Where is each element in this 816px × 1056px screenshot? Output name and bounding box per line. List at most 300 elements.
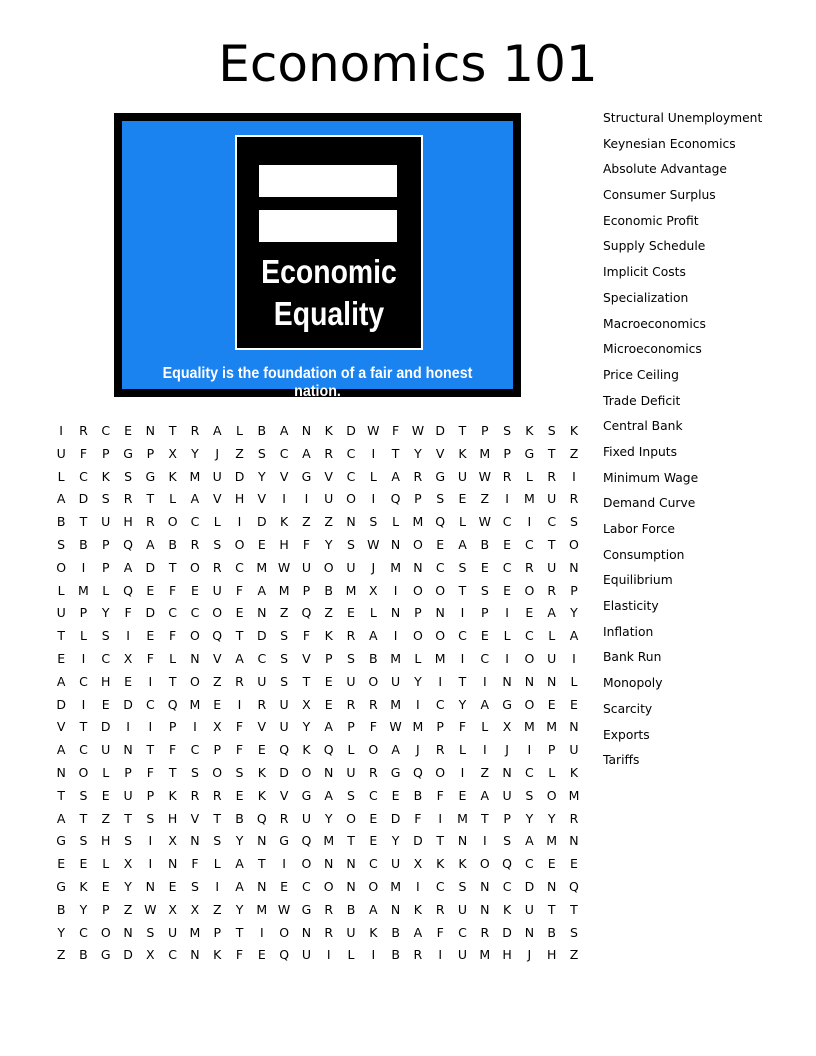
grid-letter: F: [191, 856, 199, 872]
grid-letter: L: [79, 628, 87, 644]
grid-letter: S: [503, 423, 512, 438]
grid-letter: C: [368, 787, 378, 803]
grid-letter: M: [546, 719, 558, 735]
word-list-item: Consumer Surplus: [603, 188, 716, 203]
grid-letter: D: [145, 605, 156, 621]
grid-letter: N: [167, 856, 178, 872]
grid-letter: H: [502, 947, 512, 963]
grid-letter: P: [347, 719, 355, 735]
grid-letter: I: [505, 605, 509, 621]
grid-letter: O: [323, 559, 334, 575]
grid-letter: P: [146, 787, 155, 803]
grid-letter: B: [324, 582, 333, 598]
grid-letter: E: [503, 536, 512, 552]
grid-letter: Q: [256, 810, 267, 826]
grid-letter: K: [302, 742, 311, 758]
grid-letter: E: [213, 696, 222, 712]
grid-letter: C: [279, 445, 289, 461]
grid-letter: T: [391, 445, 400, 461]
grid-letter: L: [481, 719, 489, 735]
grid-letter: V: [435, 445, 445, 461]
grid-letter: D: [413, 833, 423, 849]
grid-letter: S: [525, 787, 534, 803]
grid-letter: N: [502, 764, 512, 780]
grid-letter: F: [302, 628, 311, 644]
grid-letter: I: [282, 491, 286, 507]
grid-letter: C: [502, 878, 512, 894]
grid-letter: E: [480, 559, 489, 575]
grid-letter: N: [190, 947, 200, 963]
grid-letter: A: [190, 491, 200, 507]
grid-letter: N: [190, 833, 200, 849]
grid-letter: U: [391, 673, 401, 689]
grid-letter: I: [237, 696, 242, 712]
grid-letter: T: [79, 719, 88, 735]
grid-letter: O: [412, 536, 423, 552]
grid-letter: P: [213, 742, 221, 758]
grid-letter: E: [324, 673, 333, 689]
grid-letter: H: [234, 491, 245, 507]
grid-letter: L: [347, 742, 355, 758]
grid-letter: O: [479, 856, 490, 872]
grid-letter: U: [457, 947, 468, 963]
grid-letter: O: [435, 628, 446, 644]
grid-letter: S: [57, 536, 66, 552]
grid-letter: I: [148, 673, 153, 689]
grid-letter: N: [190, 650, 200, 666]
grid-letter: I: [81, 559, 86, 575]
grid-letter: N: [145, 878, 156, 894]
grid-letter: C: [525, 856, 534, 872]
grid-letter: D: [78, 491, 89, 507]
sign-line-2: Equality: [273, 295, 385, 332]
grid-letter: F: [302, 536, 311, 552]
grid-letter: Q: [301, 605, 312, 621]
grid-letter: M: [523, 719, 535, 735]
grid-letter: F: [436, 787, 444, 803]
grid-letter: O: [569, 536, 579, 552]
grid-letter: L: [102, 582, 110, 598]
page-title: Economics 101: [218, 35, 598, 93]
word-list-item: Tariffs: [603, 753, 640, 768]
grid-letter: E: [280, 878, 289, 894]
grid-letter: J: [416, 742, 420, 758]
grid-letter: Y: [191, 445, 199, 461]
word-list-item: Specialization: [603, 290, 689, 305]
grid-letter: K: [436, 856, 445, 872]
grid-letter: K: [101, 468, 110, 484]
grid-letter: E: [146, 628, 155, 644]
grid-letter: U: [346, 673, 356, 689]
word-list-item: Microeconomics: [603, 342, 702, 357]
grid-letter: N: [569, 833, 579, 849]
grid-letter: C: [525, 536, 534, 552]
grid-letter: E: [369, 810, 378, 826]
grid-letter: K: [569, 423, 579, 438]
grid-row: [50, 536, 585, 559]
grid-letter: Z: [123, 901, 133, 917]
word-list-item: Demand Curve: [603, 496, 696, 511]
grid-letter: M: [434, 650, 446, 666]
grid-letter: G: [123, 445, 133, 461]
word-list-item: Structural Unemployment: [603, 111, 763, 125]
grid-letter: F: [235, 719, 244, 735]
grid-letter: T: [124, 810, 132, 826]
grid-letter: N: [547, 878, 557, 894]
grid-letter: K: [280, 514, 289, 530]
equal-sign-top-bar: [259, 165, 397, 197]
grid-letter: C: [257, 650, 267, 666]
grid-letter: O: [368, 878, 379, 894]
grid-letter: S: [436, 491, 445, 507]
grid-letter: S: [257, 445, 266, 461]
grid-letter: N: [346, 878, 356, 894]
grid-letter: T: [168, 673, 177, 689]
grid-letter: R: [435, 742, 445, 758]
grid-letter: L: [525, 468, 533, 484]
grid-letter: I: [237, 514, 242, 530]
grid-letter: D: [56, 696, 66, 712]
grid-letter: E: [369, 833, 378, 849]
grid-letter: N: [390, 605, 401, 621]
grid-letter: H: [546, 947, 557, 963]
grid-letter: B: [235, 810, 244, 826]
grid-letter: B: [346, 901, 356, 917]
word-list-item: Fixed Inputs: [603, 444, 678, 459]
grid-letter: P: [101, 445, 110, 461]
grid-letter: C: [101, 650, 111, 666]
grid-letter: U: [212, 582, 222, 598]
grid-letter: J: [371, 559, 376, 575]
grid-letter: F: [124, 605, 132, 621]
grid-letter: L: [347, 947, 355, 963]
grid-letter: G: [435, 468, 446, 484]
grid-letter: S: [190, 878, 199, 894]
grid-letter: S: [124, 468, 132, 484]
grid-letter: N: [457, 833, 468, 849]
grid-letter: T: [57, 787, 65, 803]
grid-letter: E: [525, 605, 534, 621]
grid-letter: V: [324, 468, 333, 484]
grid-letter: C: [346, 445, 356, 461]
grid-letter: Y: [324, 536, 333, 552]
grid-letter: K: [213, 947, 222, 963]
word-list-item: Price Ceiling: [603, 367, 679, 382]
equal-sign-bottom-bar: [259, 210, 397, 242]
grid-letter: R: [279, 810, 289, 826]
grid-letter: D: [123, 696, 133, 712]
grid-letter: W: [389, 719, 402, 735]
grid-letter: N: [56, 764, 66, 780]
grid-row: [50, 855, 585, 878]
grid-letter: Q: [123, 582, 133, 598]
grid-letter: A: [56, 491, 66, 507]
grid-letter: X: [502, 719, 512, 735]
grid-letter: B: [369, 650, 378, 666]
grid-letter: U: [391, 856, 401, 872]
grid-letter: U: [346, 559, 356, 575]
grid-letter: T: [347, 833, 355, 849]
grid-letter: B: [547, 924, 556, 940]
grid-letter: G: [56, 833, 66, 849]
grid-letter: Y: [525, 810, 534, 826]
equality-sign: [235, 135, 423, 350]
grid-letter: K: [569, 764, 579, 780]
grid-letter: M: [189, 696, 201, 712]
grid-letter: O: [167, 514, 178, 530]
grid-letter: P: [503, 445, 511, 461]
grid-letter: B: [56, 901, 66, 917]
grid-letter: X: [369, 582, 378, 598]
grid-letter: L: [503, 628, 511, 644]
grid-letter: Y: [391, 833, 400, 849]
grid-letter: I: [304, 491, 309, 507]
grid-letter: X: [168, 833, 177, 849]
grid-letter: R: [324, 445, 334, 461]
grid-letter: P: [414, 605, 422, 621]
grid-letter: P: [124, 764, 132, 780]
grid-letter: L: [57, 468, 65, 484]
grid-letter: S: [280, 673, 289, 689]
grid-letter: N: [123, 924, 133, 940]
grid-letter: T: [436, 833, 445, 849]
grid-letter: N: [123, 742, 133, 758]
grid-letter: G: [279, 833, 289, 849]
grid-letter: B: [391, 924, 400, 940]
grid-letter: L: [459, 514, 466, 530]
grid-letter: O: [546, 787, 557, 803]
grid-letter: C: [435, 696, 445, 712]
grid-letter: N: [547, 673, 557, 689]
grid-letter: C: [79, 924, 88, 940]
grid-row: [50, 901, 585, 924]
grid-letter: Z: [235, 445, 244, 461]
grid-letter: P: [570, 582, 578, 598]
word-list-item: Inflation: [603, 624, 654, 639]
grid-letter: Z: [480, 491, 490, 507]
grid-letter: S: [570, 924, 578, 940]
grid-letter: A: [324, 719, 333, 735]
grid-letter: F: [235, 947, 244, 963]
grid-letter: C: [190, 605, 200, 621]
word-list-item: Equilibrium: [603, 573, 673, 588]
grid-letter: O: [368, 742, 379, 758]
grid-letter: Z: [101, 810, 111, 826]
grid-letter: S: [458, 559, 467, 575]
grid-letter: H: [101, 833, 111, 849]
grid-letter: D: [502, 924, 512, 940]
grid-letter: R: [190, 536, 200, 552]
economic-equality-image: [114, 113, 521, 400]
grid-letter: X: [123, 856, 133, 872]
grid-letter: I: [416, 878, 420, 894]
grid-letter: R: [368, 764, 378, 780]
grid-letter: N: [301, 423, 312, 438]
grid-letter: X: [146, 947, 155, 963]
grid-letter: Z: [569, 445, 579, 461]
grid-letter: I: [505, 491, 509, 507]
grid-letter: I: [438, 673, 443, 689]
grid-letter: R: [324, 901, 334, 917]
grid-letter: M: [323, 833, 335, 849]
grid-letter: J: [505, 742, 509, 758]
grid-letter: H: [101, 673, 111, 689]
grid-letter: N: [435, 605, 445, 621]
grid-letter: V: [257, 719, 267, 735]
grid-letter: A: [480, 787, 490, 803]
grid-letter: C: [502, 514, 512, 530]
grid-row: [50, 787, 585, 810]
grid-letter: E: [257, 742, 266, 758]
grid-letter: Z: [480, 764, 490, 780]
grid-letter: L: [548, 628, 556, 644]
grid-letter: Z: [56, 947, 66, 963]
grid-letter: S: [101, 628, 110, 644]
grid-letter: M: [412, 719, 424, 735]
grid-letter: O: [323, 878, 334, 894]
grid-letter: R: [525, 559, 534, 575]
grid-letter: I: [126, 719, 130, 735]
grid-letter: I: [482, 673, 487, 689]
grid-letter: D: [234, 468, 245, 484]
grid-letter: T: [213, 810, 222, 826]
grid-letter: Q: [279, 742, 290, 758]
grid-letter: U: [56, 605, 66, 621]
grid-letter: C: [79, 742, 88, 758]
grid-letter: C: [235, 559, 244, 575]
grid-letter: D: [123, 947, 133, 963]
grid-letter: E: [257, 536, 266, 552]
grid-letter: R: [123, 491, 133, 507]
grid-letter: I: [482, 833, 487, 849]
grid-letter: E: [101, 696, 110, 712]
grid-letter: M: [189, 924, 201, 940]
grid-letter: U: [457, 901, 468, 917]
grid-letter: G: [390, 764, 401, 780]
grid-letter: O: [212, 764, 223, 780]
grid-letter: M: [568, 787, 580, 803]
grid-letter: S: [213, 833, 222, 849]
grid-letter: K: [413, 901, 422, 917]
grid-letter: M: [457, 810, 468, 826]
grid-letter: Z: [302, 514, 311, 530]
poster-background: [122, 121, 513, 400]
grid-letter: C: [525, 628, 534, 644]
grid-letter: I: [438, 810, 443, 826]
grid-letter: C: [525, 764, 534, 780]
grid-letter: P: [547, 742, 556, 758]
grid-letter: A: [279, 423, 289, 438]
grid-row: [50, 673, 585, 696]
grid-letter: G: [301, 787, 312, 803]
grid-letter: B: [168, 536, 177, 552]
grid-letter: R: [190, 423, 200, 438]
grid-letter: D: [257, 514, 267, 530]
grid-letter: B: [480, 536, 490, 552]
grid-letter: F: [414, 810, 422, 826]
grid-letter: O: [524, 650, 535, 666]
grid-letter: P: [101, 559, 110, 575]
grid-letter: R: [569, 491, 579, 507]
grid-letter: N: [524, 924, 535, 940]
grid-letter: T: [235, 924, 244, 940]
grid-letter: E: [347, 605, 355, 621]
grid-letter: A: [302, 445, 311, 461]
grid-letter: S: [280, 628, 289, 644]
grid-letter: E: [57, 650, 66, 666]
word-list-item: Implicit Costs: [603, 265, 686, 280]
grid-letter: I: [572, 468, 576, 484]
grid-letter: E: [391, 787, 400, 803]
grid-letter: S: [124, 833, 132, 849]
grid-letter: U: [279, 719, 289, 735]
grid-row: [50, 878, 585, 901]
grid-letter: O: [524, 582, 535, 598]
grid-letter: L: [169, 650, 177, 666]
word-list-item: Monopoly: [603, 676, 663, 691]
grid-letter: Y: [57, 924, 65, 940]
grid-letter: Q: [412, 764, 423, 780]
grid-letter: Q: [167, 696, 178, 712]
grid-letter: C: [346, 468, 356, 484]
grid-letter: F: [235, 742, 244, 758]
word-list-item: Absolute Advantage: [603, 162, 727, 177]
grid-letter: V: [257, 491, 267, 507]
grid-letter: A: [235, 878, 244, 894]
grid-letter: T: [547, 445, 556, 461]
grid-letter: O: [301, 764, 312, 780]
grid-letter: S: [503, 833, 512, 849]
grid-letter: E: [324, 696, 333, 712]
grid-row: [50, 946, 585, 969]
grid-letter: A: [413, 924, 423, 940]
grid-letter: Q: [323, 742, 334, 758]
grid-letter: I: [527, 514, 532, 530]
grid-letter: P: [213, 924, 221, 940]
grid-letter: E: [436, 536, 445, 552]
word-list-item: Trade Deficit: [603, 393, 681, 408]
grid-letter: P: [436, 719, 444, 735]
grid-letter: I: [371, 445, 376, 461]
grid-letter: I: [460, 605, 465, 621]
grid-letter: P: [302, 582, 311, 598]
word-list-item: Bank Run: [603, 650, 662, 665]
grid-letter: F: [235, 582, 244, 598]
grid-letter: U: [524, 901, 534, 917]
grid-letter: H: [279, 536, 289, 552]
grid-letter: G: [100, 947, 111, 963]
grid-letter: Q: [435, 514, 446, 530]
grid-letter: M: [256, 901, 268, 917]
grid-letter: C: [368, 856, 378, 872]
grid-letter: N: [480, 878, 490, 894]
grid-letter: T: [458, 582, 467, 598]
grid-letter: L: [369, 605, 377, 621]
grid-letter: V: [279, 787, 289, 803]
grid-letter: R: [368, 696, 378, 712]
grid-letter: A: [369, 628, 378, 644]
grid-letter: T: [458, 423, 467, 438]
grid-letter: T: [480, 810, 489, 826]
grid-letter: T: [168, 764, 177, 780]
grid-letter: T: [146, 491, 155, 507]
grid-letter: R: [569, 810, 579, 826]
grid-letter: A: [369, 901, 378, 917]
grid-letter: E: [547, 856, 556, 872]
grid-letter: S: [235, 764, 244, 780]
grid-letter: E: [168, 878, 177, 894]
grid-letter: P: [481, 423, 489, 438]
